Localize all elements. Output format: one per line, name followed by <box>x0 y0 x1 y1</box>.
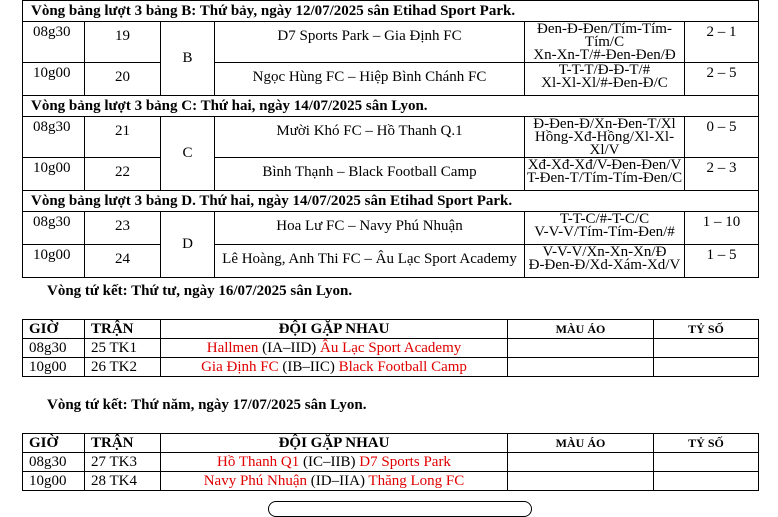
match-teams <box>161 358 508 377</box>
kit-colors <box>525 245 685 278</box>
match-time: 10g00 <box>23 472 85 491</box>
match-score <box>654 339 759 358</box>
team-home: Hallmen <box>206 340 259 356</box>
team-away: Black Football Camp <box>338 359 467 375</box>
seed-code: (IA–IID) <box>262 340 317 356</box>
match-number: 19 <box>85 22 161 63</box>
cut-off-shape <box>268 501 532 517</box>
match-score: 2 – 5 <box>685 63 759 96</box>
match-teams <box>161 453 508 472</box>
group-b-header: Vòng bảng lượt 3 bảng B: Thứ bảy, ngày 12/07/2025 sân Etihad Sport Park. <box>23 1 759 22</box>
group-c-header-row <box>23 96 759 117</box>
seed-code: (ID–IIA) <box>310 473 365 489</box>
table-row <box>23 339 759 358</box>
kit-colors <box>525 158 685 191</box>
kit-colors-line1: T-T-C/#-T-C/C <box>559 211 650 227</box>
kit-colors-line2: Hồng-Xđ-Hồng/Xl-Xl-Xl/V <box>534 129 675 158</box>
match-number: 24 <box>85 245 161 278</box>
match-number: 28 TK4 <box>85 472 161 491</box>
kit-colors <box>508 358 654 377</box>
match-time: 10g00 <box>23 245 85 278</box>
kit-colors <box>525 212 685 245</box>
kit-colors-line1: Xđ-Xđ-Xđ/V-Đen-Đen/V <box>527 157 682 173</box>
kit-colors-line2: T-Đen-T/Tím-Tím-Đen/C <box>526 170 683 186</box>
header-colors: MÀU ÁO <box>508 320 654 339</box>
kit-colors-line1: T-T-T/Đ-Đ-T/# <box>558 62 651 78</box>
table-row <box>23 472 759 491</box>
header-teams: ĐỘI GẶP NHAU <box>161 434 508 453</box>
table-row <box>23 245 759 278</box>
match-number: 26 TK2 <box>85 358 161 377</box>
match-time: 08g30 <box>23 117 85 158</box>
match-teams: Lê Hoàng, Anh Thi FC – Âu Lạc Sport Academy <box>215 245 525 278</box>
kit-colors <box>525 63 685 96</box>
match-score <box>654 358 759 377</box>
group-c-header: Vòng bảng lượt 3 bảng C: Thứ hai, ngày 14/07/2025 sân Lyon. <box>23 96 759 117</box>
match-time: 10g00 <box>23 358 85 377</box>
match-number: 21 <box>85 117 161 158</box>
kit-colors-line1: Đ-Đen-Đ/Xn-Đen-T/Xl <box>533 116 676 132</box>
quarterfinal-2-title: Vòng tứ kết: Thứ năm, ngày 17/07/2025 sân Lyon. <box>47 397 367 413</box>
table-row <box>23 117 759 158</box>
table-header-row <box>23 434 759 453</box>
match-teams <box>161 339 508 358</box>
match-teams <box>161 472 508 491</box>
table-header-row <box>23 320 759 339</box>
header-time: GIỜ <box>23 434 85 453</box>
table-row <box>23 453 759 472</box>
match-teams: Hoa Lư FC – Navy Phú Nhuận <box>215 212 525 245</box>
match-score <box>654 472 759 491</box>
match-score: 2 – 3 <box>685 158 759 191</box>
match-score: 1 – 10 <box>685 212 759 245</box>
group-b-header-row <box>23 1 759 22</box>
group-label: C <box>161 117 215 191</box>
seed-code: (IC–IIB) <box>303 454 356 470</box>
quarterfinal-1-table <box>22 319 759 377</box>
match-score: 1 – 5 <box>685 245 759 278</box>
kit-colors <box>525 22 685 63</box>
header-colors: MÀU ÁO <box>508 434 654 453</box>
header-score: TỶ SỐ <box>654 434 759 453</box>
match-time: 10g00 <box>23 63 85 96</box>
table-row <box>23 212 759 245</box>
quarterfinal-2-table <box>22 433 759 491</box>
team-home: Hồ Thanh Q1 <box>217 454 300 470</box>
match-time: 10g00 <box>23 158 85 191</box>
group-stage-table <box>22 0 759 278</box>
table-row <box>23 358 759 377</box>
team-home: Navy Phú Nhuận <box>203 473 308 489</box>
kit-colors-line2: Đ-Đen-Đ/Xd-Xám-Xd/V <box>528 257 681 273</box>
match-number: 22 <box>85 158 161 191</box>
match-teams: Bình Thạnh – Black Football Camp <box>215 158 525 191</box>
seed-code: (IB–IIC) <box>282 359 335 375</box>
match-number: 23 <box>85 212 161 245</box>
match-score: 0 – 5 <box>685 117 759 158</box>
match-score: 2 – 1 <box>685 22 759 63</box>
team-home: Gia Định FC <box>201 359 279 375</box>
match-teams: Mười Khó FC – Hồ Thanh Q.1 <box>215 117 525 158</box>
group-label: B <box>161 22 215 96</box>
match-number: 27 TK3 <box>85 453 161 472</box>
kit-colors-line2: Xn-Xn-T/#-Đen-Đen/Đ <box>533 47 676 63</box>
table-row <box>23 63 759 96</box>
kit-colors-line1: V-V-V/Xn-Xn-Xn/Đ <box>542 244 667 260</box>
quarterfinal-1-title: Vòng tứ kết: Thứ tư, ngày 16/07/2025 sân Lyon. <box>47 283 353 299</box>
team-away: Âu Lạc Sport Academy <box>320 340 462 356</box>
header-time: GIỜ <box>23 320 85 339</box>
table-row <box>23 158 759 191</box>
kit-colors-line2: Xl-Xl-Xl/#-Đen-Đ/C <box>541 75 668 91</box>
match-number: 25 TK1 <box>85 339 161 358</box>
kit-colors <box>508 472 654 491</box>
team-away: D7 Sports Park <box>359 454 451 470</box>
header-match: TRẬN <box>85 434 161 453</box>
kit-colors-line2: V-V-V/Tím-Tím-Đen/# <box>534 224 675 240</box>
kit-colors-line1: Đen-Đ-Đen/Tím-Tím-Tím/C <box>537 21 672 50</box>
header-match: TRẬN <box>85 320 161 339</box>
team-away: Thăng Long FC <box>368 473 465 489</box>
table-row <box>23 22 759 63</box>
group-label: D <box>161 212 215 278</box>
match-teams: Ngọc Hùng FC – Hiệp Bình Chánh FC <box>215 63 525 96</box>
kit-colors <box>525 117 685 158</box>
match-teams: D7 Sports Park – Gia Định FC <box>215 22 525 63</box>
match-time: 08g30 <box>23 22 85 63</box>
match-score <box>654 453 759 472</box>
kit-colors <box>508 339 654 358</box>
kit-colors <box>508 453 654 472</box>
match-time: 08g30 <box>23 339 85 358</box>
match-time: 08g30 <box>23 212 85 245</box>
group-d-header: Vòng bảng lượt 3 bảng D. Thứ hai, ngày 14/07/2025 sân Etihad Sport Park. <box>23 191 759 212</box>
match-number: 20 <box>85 63 161 96</box>
header-teams: ĐỘI GẶP NHAU <box>161 320 508 339</box>
match-time: 08g30 <box>23 453 85 472</box>
header-score: TỶ SỐ <box>654 320 759 339</box>
group-d-header-row <box>23 191 759 212</box>
